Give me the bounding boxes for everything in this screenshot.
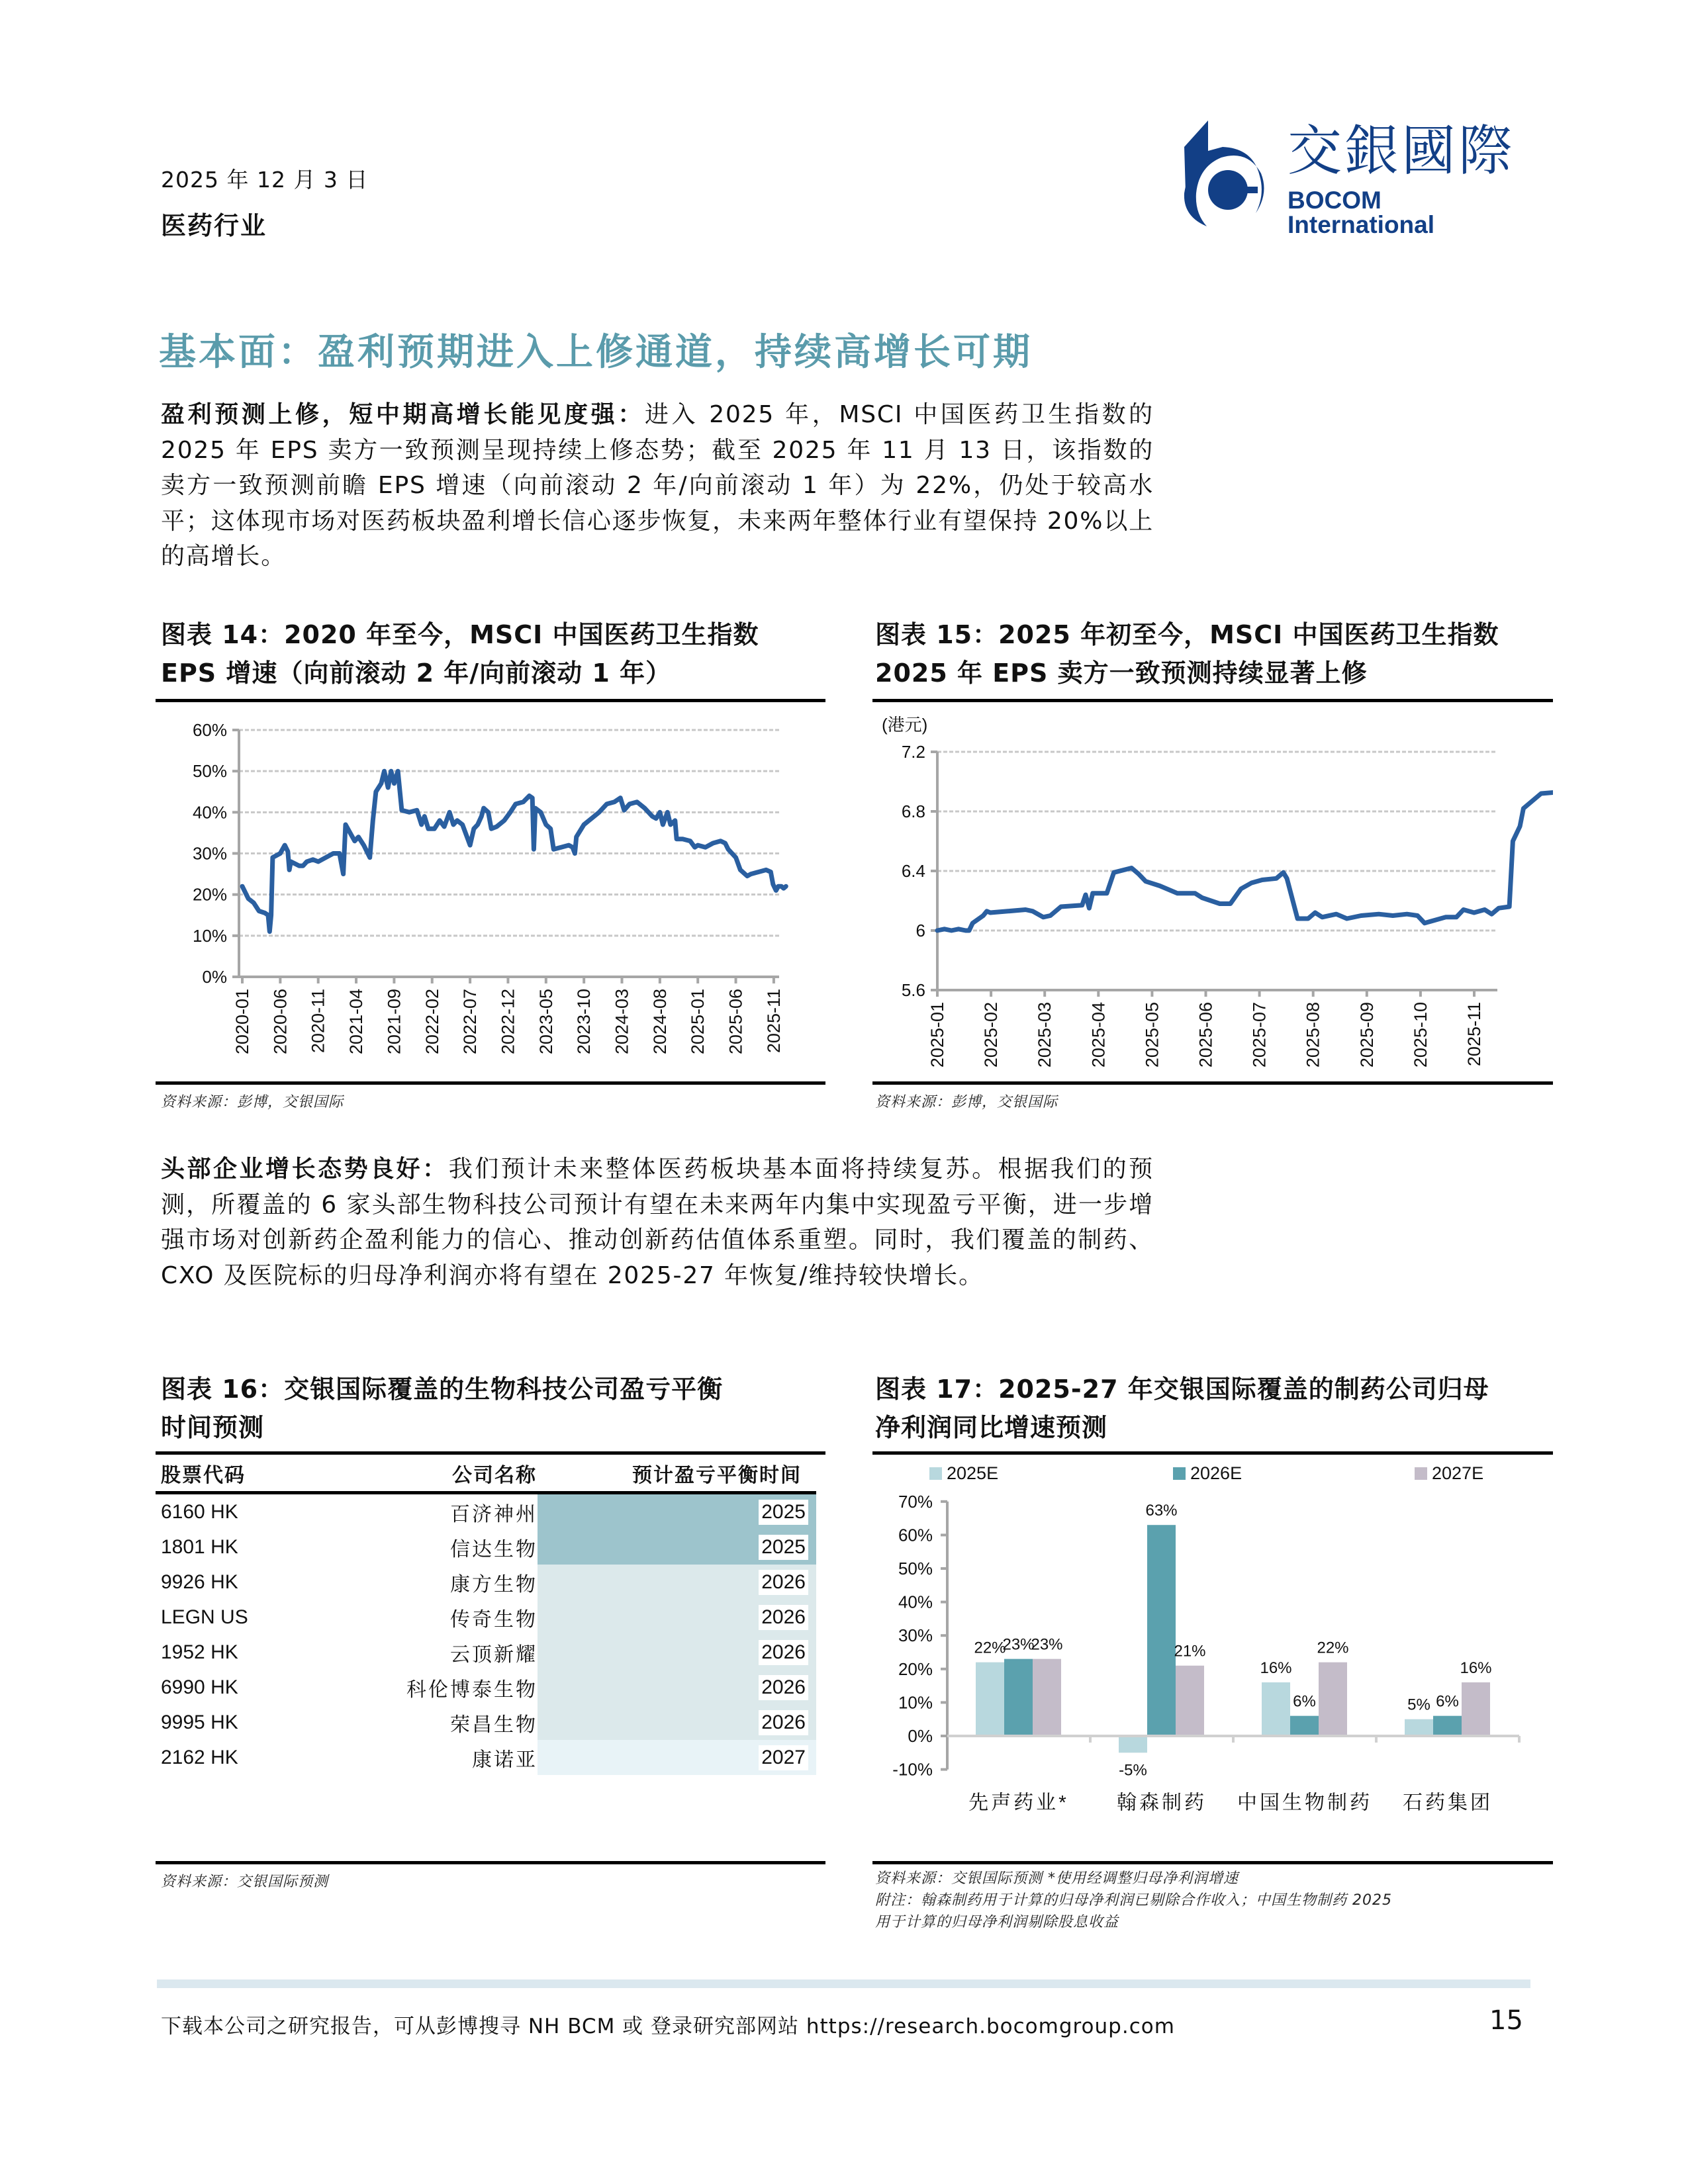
logo-english-name: BOCOM International <box>1288 187 1435 238</box>
figure-16-title-line1: 图表 16：交银国际覆盖的生物科技公司盈亏平衡 <box>161 1375 724 1404</box>
breakeven-year: 2025 <box>759 1500 808 1525</box>
figure-14-bottom-rule <box>156 1081 825 1085</box>
page-number: 15 <box>1489 2005 1523 2036</box>
column-header-code: 股票代码 <box>161 1463 246 1487</box>
y-tick-label: 10% <box>192 925 227 946</box>
legend-swatch <box>929 1467 942 1480</box>
section-title: 基本面：盈利预期进入上修通道，持续高增长可期 <box>159 331 1033 374</box>
x-tick-label: 2025-11 <box>763 989 784 1054</box>
figure-17-source <box>875 1868 1392 1933</box>
bar-value-label: 63% <box>1145 1502 1178 1520</box>
table-row <box>156 1529 816 1565</box>
x-tick-label: 2025-06 <box>1196 1002 1216 1068</box>
y-tick-label: 30% <box>898 1625 933 1646</box>
y-tick-label: 40% <box>898 1592 933 1612</box>
company-name: 科伦博泰生物 <box>406 1678 538 1702</box>
stock-code: 2162 HK <box>161 1746 238 1768</box>
footer-download-note: 下载本公司之研究报告，可从彭博搜寻 NH BCM 或 登录研究部网站 https://research.bocomgroup.com <box>161 2015 1175 2038</box>
figure-17-bottom-rule <box>872 1861 1553 1864</box>
bar-value-label: 6% <box>1436 1692 1459 1711</box>
x-tick-label: 2023-05 <box>536 989 556 1055</box>
bar <box>1405 1719 1433 1736</box>
bar <box>1033 1659 1061 1736</box>
bar <box>1319 1662 1347 1736</box>
company-name: 百济神州 <box>450 1502 538 1526</box>
figure-14-title-line1: 图表 14：2020 年至今，MSCI 中国医药卫生指数 <box>161 620 759 649</box>
bar <box>1290 1716 1319 1736</box>
y-tick-label: 5.6 <box>901 980 925 1000</box>
legend-swatch <box>1415 1467 1427 1480</box>
figure-17-bar-chart <box>872 1456 1553 1853</box>
table-row <box>156 1600 816 1635</box>
column-header-name: 公司名称 <box>452 1463 537 1487</box>
figure-17-top-rule <box>872 1451 1553 1455</box>
figure-15-line-chart <box>872 703 1553 1080</box>
table-row <box>156 1740 816 1775</box>
figure-14-source: 资料来源：彭博，交银国际 <box>161 1094 344 1111</box>
bar-value-label: 22% <box>974 1639 1006 1657</box>
x-tick-label: 2020-06 <box>270 989 291 1055</box>
bar-value-label: 21% <box>1174 1642 1206 1661</box>
breakeven-year-cell <box>538 1635 816 1670</box>
x-tick-label: 2025-07 <box>1249 1002 1270 1068</box>
table-header-row <box>156 1455 816 1493</box>
x-tick-label: 2024-08 <box>649 989 670 1055</box>
bar <box>1176 1666 1204 1736</box>
x-tick-label: 2023-10 <box>574 989 594 1055</box>
paragraph-body: 进入 2025 年，MSCI 中国医药卫生指数的 2025 年 EPS 卖方一致预测呈现持续上修态势；截至 2025 年 11 月 13 日，该指数的卖方一致预测前瞻 EPS 增速（向前滚动 2 年/向前滚动 1 年）为 22%，仍处于较高水平；这体现市场对医药板块盈利增长信心逐步恢复，未来两年整体行业有望保持 20%以上的高增长。 <box>161 401 1154 570</box>
bar <box>1262 1682 1290 1736</box>
breakeven-year: 2026 <box>759 1710 808 1735</box>
y-tick-label: 60% <box>898 1525 933 1545</box>
bar <box>976 1662 1004 1736</box>
breakeven-year-cell <box>538 1670 816 1705</box>
figure-14-title <box>161 615 826 692</box>
y-tick-label: 20% <box>192 884 227 905</box>
figure-14-title-line2: EPS 增速（向前滚动 2 年/向前滚动 1 年） <box>161 659 672 688</box>
x-tick-label: 2020-11 <box>308 989 328 1054</box>
industry-label: 医药行业 <box>161 211 267 240</box>
stock-code: 6990 HK <box>161 1676 238 1698</box>
breakeven-year-cell <box>538 1705 816 1740</box>
bar-value-label: 23% <box>1002 1635 1035 1654</box>
profit-growth-bar-chart-svg <box>872 1456 1553 1853</box>
y-tick-label: 6 <box>915 921 925 940</box>
bocom-logo <box>1182 120 1532 238</box>
x-tick-label: 2025-05 <box>1142 1002 1162 1068</box>
bar <box>1433 1716 1462 1736</box>
breakeven-year-cell <box>538 1493 816 1530</box>
bar-value-label: 6% <box>1293 1692 1316 1711</box>
figure-17-note-line2: 用于计算的归母净利润剔除股息收益 <box>875 1914 1119 1931</box>
category-label: 石药集团 <box>1403 1792 1493 1814</box>
legend-label: 2026E <box>1190 1463 1243 1483</box>
figure-15-title-line1: 图表 15：2025 年初至今，MSCI 中国医药卫生指数 <box>875 620 1499 649</box>
stock-code: 9926 HK <box>161 1570 238 1593</box>
table-row <box>156 1670 816 1705</box>
breakeven-table <box>156 1455 816 1775</box>
figure-17-source-line1: 资料来源：交银国际预测 *使用经调整归母净利润增速 <box>875 1870 1239 1887</box>
x-tick-label: 2021-04 <box>346 989 367 1055</box>
y-tick-label: 30% <box>192 843 227 864</box>
data-line <box>937 770 1553 931</box>
figure-14-top-rule <box>156 699 825 702</box>
breakeven-year: 2026 <box>759 1605 808 1630</box>
x-tick-label: 2025-03 <box>1035 1002 1055 1068</box>
y-tick-label: 7.2 <box>901 742 925 762</box>
figure-16-bottom-rule <box>156 1861 825 1864</box>
figure-17-note-line1: 附注：翰森制药用于计算的归母净利润已剔除合作收入；中国生物制药 2025 <box>875 1892 1392 1909</box>
x-tick-label: 2021-09 <box>384 989 404 1055</box>
x-tick-label: 2022-12 <box>498 989 518 1055</box>
y-tick-label: 20% <box>898 1659 933 1679</box>
figure-15-top-rule <box>872 699 1553 702</box>
company-name: 荣昌生物 <box>450 1713 538 1737</box>
y-tick-label: 0% <box>202 967 227 987</box>
figure-15-title-line2: 2025 年 EPS 卖方一致预测持续显著上修 <box>875 659 1368 688</box>
breakeven-year-cell <box>538 1600 816 1635</box>
x-tick-label: 2025-01 <box>927 1002 947 1068</box>
y-tick-label: 10% <box>898 1692 933 1713</box>
company-name: 康方生物 <box>450 1572 538 1596</box>
category-label: 中国生物制药 <box>1237 1792 1372 1814</box>
eps-forecast-chart-svg <box>872 703 1553 1080</box>
legend-swatch <box>1173 1467 1186 1480</box>
x-tick-label: 2025-09 <box>1356 1002 1377 1068</box>
bar-value-label: 5% <box>1407 1696 1430 1714</box>
legend-label: 2027E <box>1432 1463 1484 1483</box>
figure-15-title <box>875 615 1557 692</box>
paragraph-body: 我们预计未来整体医药板块基本面将持续复苏。根据我们的预测，所覆盖的 6 家头部生物科技公司预计有望在未来两年内集中实现盈亏平衡，进一步增强市场对创新药企盈利能力的信心、推动创新药估值体系重塑。同时，我们覆盖的制药、CXO 及医院标的归母净利润亦将有望在 2025-27 年恢复/维持较快增长。 <box>161 1156 1154 1289</box>
y-tick-label: 6.4 <box>901 861 925 881</box>
figure-16-title-line2: 时间预测 <box>161 1413 265 1442</box>
y-tick-label: 50% <box>898 1559 933 1578</box>
table-row <box>156 1635 816 1670</box>
breakeven-year: 2026 <box>759 1675 808 1700</box>
x-tick-label: 2024-03 <box>612 989 632 1055</box>
x-tick-label: 2025-10 <box>1410 1002 1430 1068</box>
x-tick-label: 2022-07 <box>460 989 481 1055</box>
bar <box>1462 1682 1490 1736</box>
x-tick-label: 2025-04 <box>1088 1002 1109 1068</box>
table-row <box>156 1705 816 1740</box>
company-name: 信达生物 <box>450 1537 538 1561</box>
paragraph-lead: 头部企业增长态势良好： <box>161 1156 449 1183</box>
company-name: 传奇生物 <box>450 1608 538 1631</box>
paragraph-leading-companies <box>161 1152 1154 1293</box>
paragraph-lead: 盈利预测上修，短中期高增长能见度强： <box>161 401 645 428</box>
x-tick-label: 2025-01 <box>688 989 708 1055</box>
stock-code: 1952 HK <box>161 1641 238 1663</box>
category-label: 翰森制药 <box>1117 1792 1207 1814</box>
y-tick-label: 6.8 <box>901 801 925 821</box>
company-name: 康诺亚 <box>472 1748 538 1772</box>
y-tick-label: 70% <box>898 1491 933 1512</box>
data-line <box>242 771 786 931</box>
figure-16-title <box>161 1370 826 1447</box>
category-label: 先声药业* <box>968 1792 1069 1814</box>
bar <box>1004 1659 1033 1736</box>
figure-16-source: 资料来源：交银国际预测 <box>161 1874 329 1890</box>
legend-label: 2025E <box>947 1463 999 1483</box>
y-axis-unit-label: (港元) <box>882 715 928 735</box>
breakeven-year-cell <box>538 1529 816 1565</box>
bar-value-label: 16% <box>1460 1659 1492 1678</box>
bar-value-label: 16% <box>1260 1659 1292 1678</box>
breakeven-year-cell <box>538 1565 816 1600</box>
paragraph-earnings-revision <box>161 397 1154 574</box>
report-date: 2025 年 12 月 3 日 <box>161 167 369 193</box>
stock-code: 1801 HK <box>161 1535 238 1558</box>
bocom-emblem-icon <box>1182 120 1281 226</box>
y-tick-label: 0% <box>908 1726 933 1746</box>
logo-chinese-name: 交銀國際 <box>1288 120 1516 183</box>
bar-value-label: 23% <box>1031 1635 1063 1654</box>
column-header-breakeven: 预计盈亏平衡时间 <box>632 1463 802 1487</box>
x-tick-label: 2025-02 <box>981 1002 1002 1068</box>
figure-15-bottom-rule <box>872 1081 1553 1085</box>
table-row <box>156 1493 816 1530</box>
x-tick-label: 2025-11 <box>1464 1002 1484 1067</box>
y-tick-label: 40% <box>192 802 227 823</box>
stock-code: LEGN US <box>161 1606 248 1628</box>
stock-code: 9995 HK <box>161 1711 238 1733</box>
figure-17-title-line1: 图表 17：2025-27 年交银国际覆盖的制药公司归母 <box>875 1375 1489 1404</box>
eps-growth-chart-svg <box>156 703 825 1080</box>
figure-17-title <box>875 1370 1557 1447</box>
y-tick-label: 50% <box>192 761 227 782</box>
breakeven-year: 2027 <box>759 1745 808 1770</box>
x-tick-label: 2025-06 <box>726 989 746 1055</box>
breakeven-year: 2026 <box>759 1570 808 1595</box>
bar <box>1119 1736 1147 1752</box>
figure-15-source: 资料来源：彭博，交银国际 <box>875 1094 1058 1111</box>
figure-17-title-line2: 净利润同比增速预测 <box>875 1413 1108 1442</box>
breakeven-year: 2025 <box>759 1535 808 1560</box>
company-name: 云顶新耀 <box>450 1643 538 1666</box>
breakeven-year-cell <box>538 1740 816 1775</box>
x-tick-label: 2022-02 <box>422 989 442 1055</box>
table-row <box>156 1565 816 1600</box>
x-tick-label: 2025-08 <box>1303 1002 1323 1068</box>
breakeven-year: 2026 <box>759 1640 808 1665</box>
stock-code: 6160 HK <box>161 1500 238 1523</box>
figure-14-line-chart <box>156 703 825 1080</box>
x-tick-label: 2020-01 <box>232 989 252 1055</box>
bar-value-label: 22% <box>1317 1639 1349 1657</box>
footer-divider <box>157 1979 1530 1988</box>
y-tick-label: -10% <box>892 1759 933 1780</box>
bar-value-label: -5% <box>1119 1761 1147 1780</box>
bar <box>1147 1525 1176 1736</box>
y-tick-label: 60% <box>192 720 227 740</box>
